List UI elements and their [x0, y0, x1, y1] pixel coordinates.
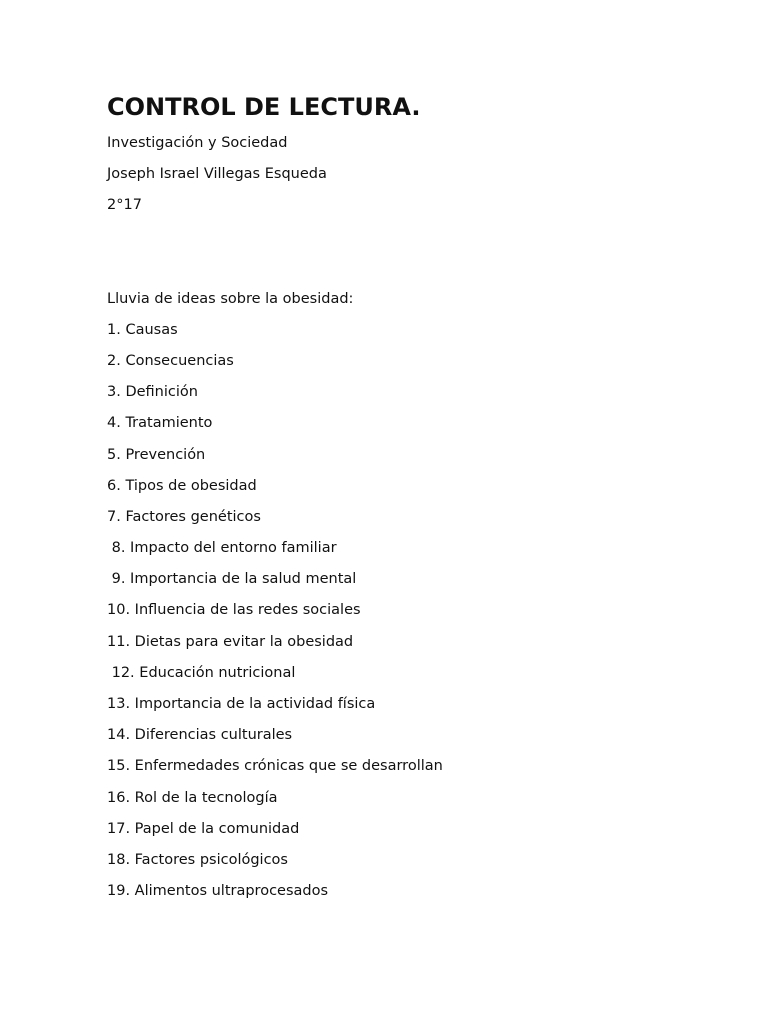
list-item: 6. Tipos de obesidad — [107, 477, 257, 494]
brainstorm-list — [107, 315, 727, 908]
list-item: 8. Impacto del entorno familiar — [107, 540, 337, 557]
list-item: 2. Consecuencias — [107, 352, 234, 369]
brainstorm-intro: Lluvia de ideas sobre la obesidad: — [107, 290, 354, 307]
author-line: Joseph Israel Villegas Esqueda — [107, 166, 327, 183]
document-page — [107, 88, 727, 907]
list-item: 10. Influencia de las redes sociales — [107, 602, 361, 619]
list-item: 18. Factores psicológicos — [107, 851, 288, 868]
list-item: 12. Educación nutricional — [107, 664, 296, 681]
document-title: CONTROL DE LECTURA. — [107, 93, 421, 121]
list-item: 11. Dietas para evitar la obesidad — [107, 633, 354, 650]
list-item: 15. Enfermedades crónicas que se desarrollan — [107, 758, 443, 775]
list-item: 1. Causas — [107, 321, 178, 338]
list-item: 3. Definición — [107, 384, 198, 401]
list-item: 13. Importancia de la actividad física — [107, 696, 376, 712]
list-item: 14. Diferencias culturales — [107, 727, 293, 744]
document-header — [107, 128, 727, 222]
list-item: 9. Importancia de la salud mental — [107, 571, 357, 588]
list-item: 17. Papel de la comunidad — [107, 820, 300, 837]
blank-space — [107, 222, 727, 284]
list-item: 4. Tratamiento — [107, 415, 213, 432]
list-item: 7. Factores genéticos — [107, 508, 261, 525]
group-line: 2°17 — [107, 197, 142, 214]
list-item: 16. Rol de la tecnología — [107, 789, 278, 806]
subject-line: Investigación y Sociedad — [107, 135, 288, 151]
list-item: 5. Prevención — [107, 446, 206, 463]
list-item: 19. Alimentos ultraprocesados — [107, 883, 329, 900]
